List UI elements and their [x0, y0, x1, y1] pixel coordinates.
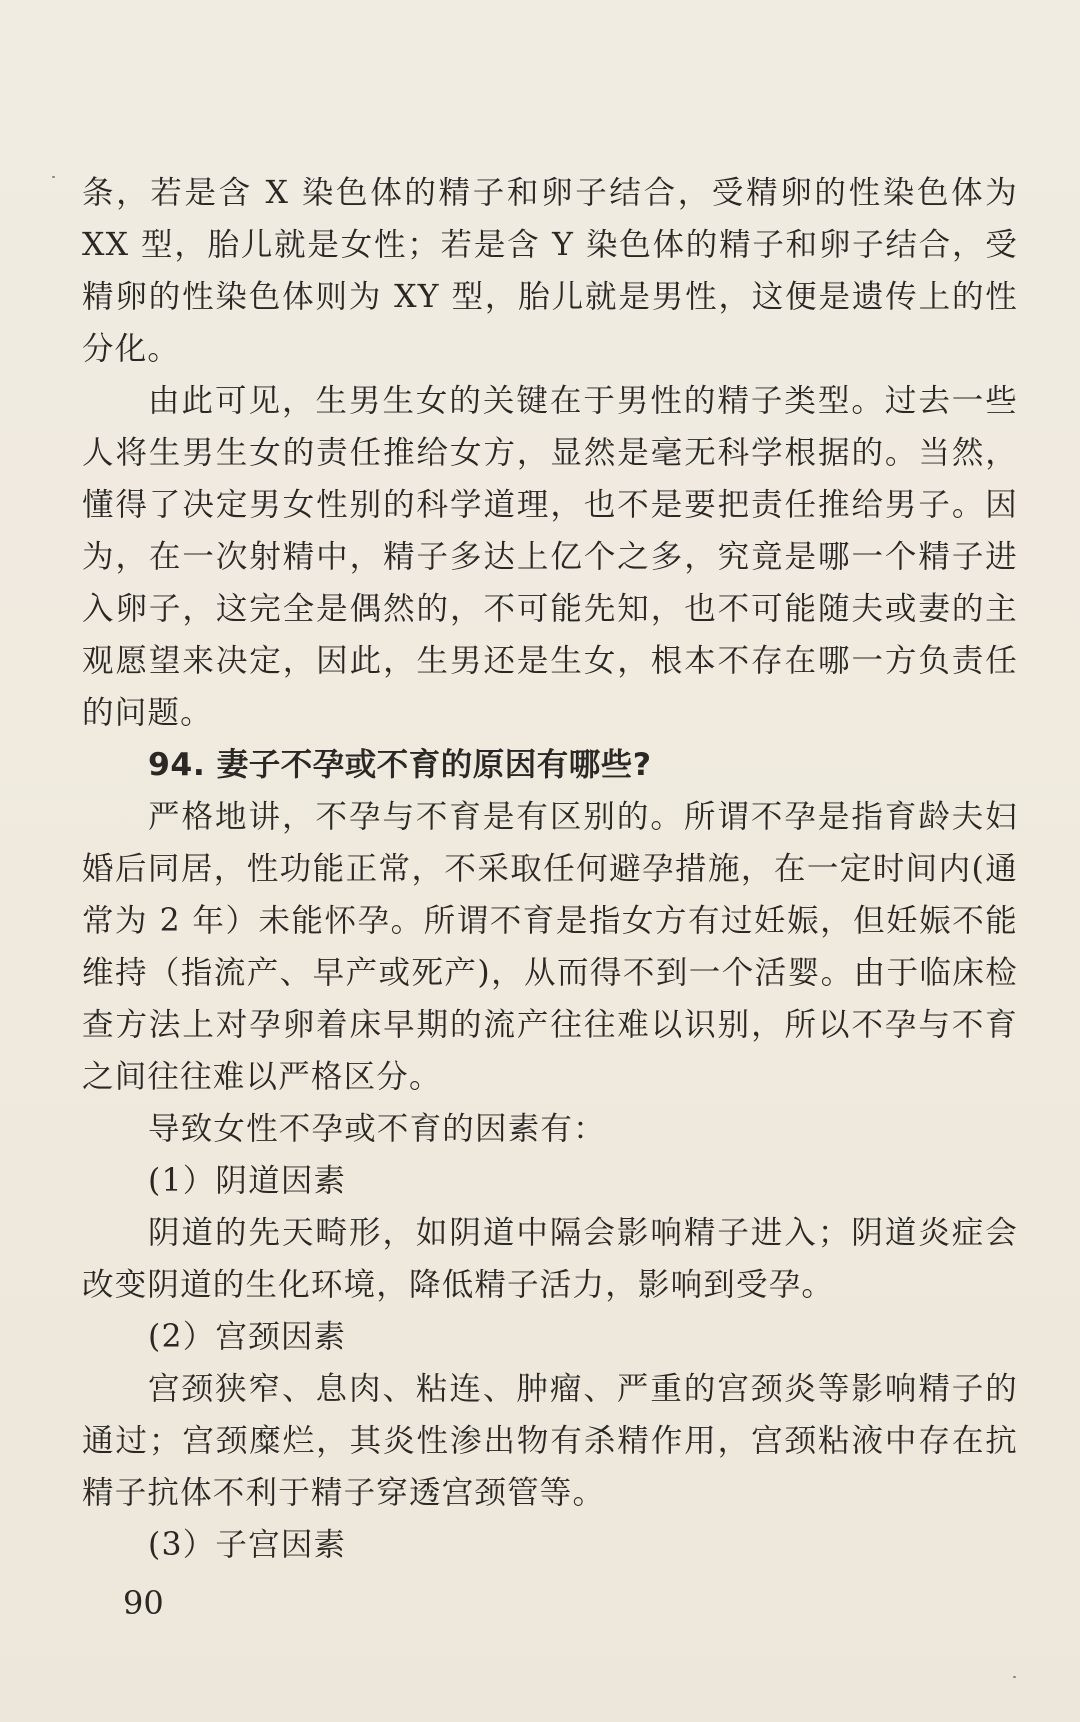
paragraph-factors-intro: 导致女性不孕或不育的因素有：	[148, 1111, 606, 1147]
paragraph-sex-determination: 由此可见，生男生女的关键在于男性的精子类型。过去一些人将生男生女的责任推给女方，显然是毫无科学根据的。当然，懂得了决定男女性别的科学道理，也不是要把责任推给男子。因为，在一次射精中，精子多达上亿个之多，究竟是哪一个精子进入卵子，这完全是偶然的，不可能先知，也不可能随夫或妻的主观愿望来决定，因此，生男还是生女，根本不存在哪一方负责任的问题。	[82, 383, 1018, 731]
print-speck	[1013, 1676, 1016, 1678]
paragraph-sex-differentiation: 条，若是含 X 染色体的精子和卵子结合，受精卵的性染色体为XX 型，胎儿就是女性；若是含 Y 染色体的精子和卵子结合，受精卵的性染色体则为 XY 型，胎儿就是男性，这便是遗传上的性分化。	[82, 175, 1018, 367]
page-number: 90	[123, 1584, 164, 1622]
subheading-vaginal-factors: (1）阴道因素	[148, 1163, 347, 1199]
paragraph-infertility-definition: 严格地讲，不孕与不育是有区别的。所谓不孕是指育龄夫妇婚后同居，性功能正常，不采取任何避孕措施，在一定时间内(通常为 2 年）未能怀孕。所谓不育是指女方有过妊娠，但妊娠不能维持（指流产、早产或死产)，从而得不到一个活婴。由于临床检查方法上对孕卵着床早期的流产往往难以识别，所以不孕与不育之间往往难以严格区分。	[82, 799, 1018, 1095]
subheading-cervical-factors: (2）宫颈因素	[148, 1319, 347, 1355]
subheading-uterine-factors: (3）子宫因素	[148, 1527, 347, 1563]
body-text	[82, 167, 1018, 1571]
print-speck	[52, 176, 55, 178]
section-heading-94: 94. 妻子不孕或不育的原因有哪些?	[148, 747, 652, 783]
paragraph-vaginal-factors: 阴道的先天畸形，如阴道中隔会影响精子进入；阴道炎症会改变阴道的生化环境，降低精子活力，影响到受孕。	[82, 1215, 1018, 1303]
paragraph-cervical-factors: 宫颈狭窄、息肉、粘连、肿瘤、严重的宫颈炎等影响精子的通过；宫颈糜烂，其炎性渗出物有杀精作用，宫颈粘液中存在抗精子抗体不利于精子穿透宫颈管等。	[82, 1371, 1018, 1511]
